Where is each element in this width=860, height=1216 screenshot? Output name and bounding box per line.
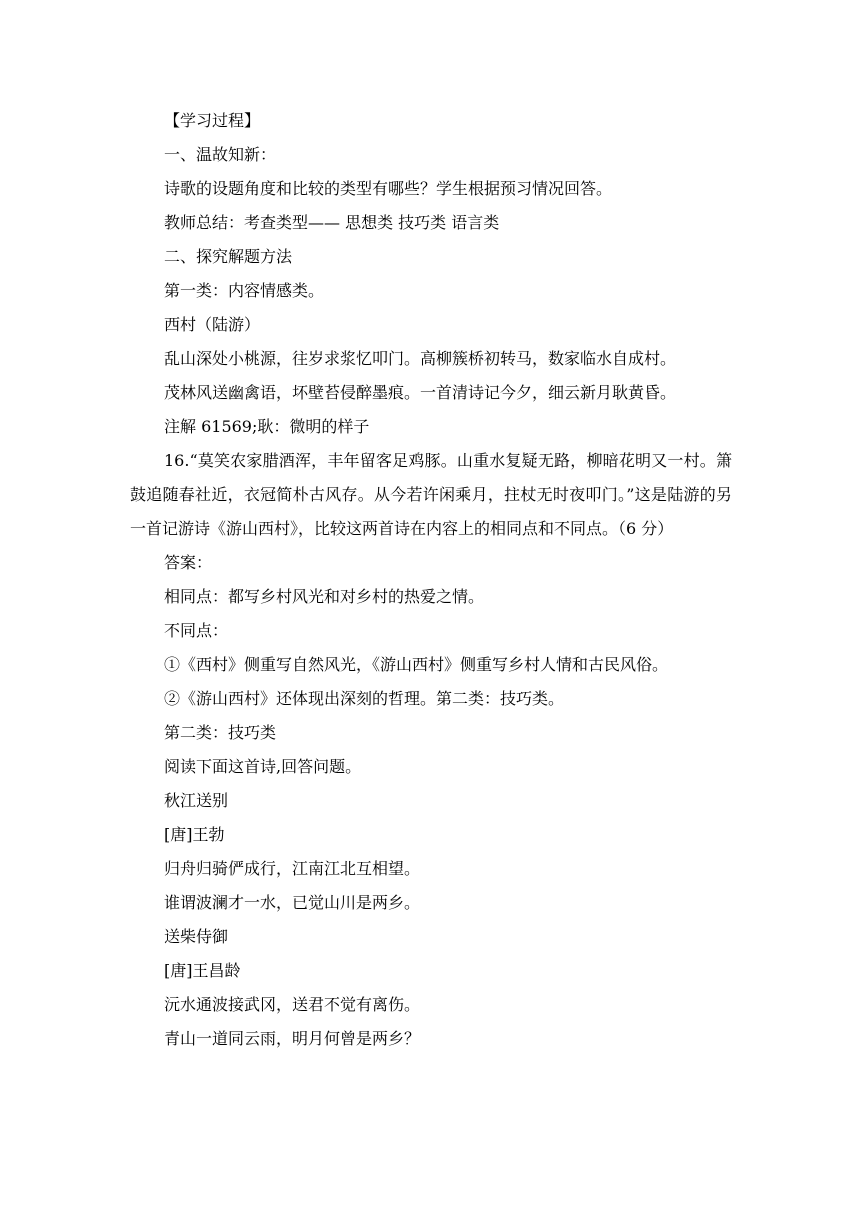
answer-label: 答案： <box>164 553 213 572</box>
annotation: 注解 61569;耿：微明的样子 <box>164 417 370 436</box>
poem-title-xicun: 西村（陆游） <box>164 315 261 334</box>
teacher-summary: 教师总结：考查类型—— 思想类 技巧类 语言类 <box>164 213 500 232</box>
answer-difference-1: ①《西村》侧重写自然风光，《游山西村》侧重写乡村人情和古民风俗。 <box>164 655 669 674</box>
poem-title-chaishiyu: 送柴侍御 <box>164 927 229 946</box>
poem-author: [唐]王昌龄 <box>164 961 241 980</box>
section-heading-review: 一、温故知新： <box>164 145 277 164</box>
category-heading-content: 第一类：内容情感类。 <box>164 281 325 300</box>
question-text: 诗歌的设题角度和比较的类型有哪些？学生根据预习情况回答。 <box>164 179 613 198</box>
question-16: 16.“莫笑农家腊酒浑，丰年留客足鸡豚。山重水复疑无路，柳暗花明又一村。箫鼓追随春社近，衣冠简朴古风存。从今若许闲乘月，拄杖无时夜叩门。”这是陆游的另一首记游诗《游山西村》，比较这两首诗在内容上的相同点和不同点。（6 分） <box>130 451 732 538</box>
poem-line: 归舟归骑俨成行，江南江北互相望。 <box>164 859 421 878</box>
section-heading-methods: 二、探究解题方法 <box>164 247 293 266</box>
poem-author: [唐]王勃 <box>164 825 225 844</box>
poem-line: 茂林风送幽禽语，坏壁苔侵醉墨痕。一首清诗记今夕，细云新月耿黄昏。 <box>164 383 677 402</box>
answer-difference-2: ②《游山西村》还体现出深刻的哲理。第二类：技巧类。 <box>164 689 565 708</box>
poem-title-qiujiang: 秋江送别 <box>164 791 229 810</box>
document-body <box>130 104 732 1056</box>
category-heading-technique: 第二类：技巧类 <box>164 723 277 742</box>
section-heading-learning-process: 【学习过程】 <box>164 111 261 130</box>
poem-line: 乱山深处小桃源，往岁求浆忆叩门。高柳簇桥初转马，数家临水自成村。 <box>164 349 677 368</box>
answer-difference-label: 不同点： <box>164 621 229 640</box>
poem-line: 沅水通波接武冈，送君不觉有离伤。 <box>164 995 421 1014</box>
poem-line: 谁谓波澜才一水，已觉山川是两乡。 <box>164 893 421 912</box>
reading-instruction: 阅读下面这首诗,回答问题。 <box>164 757 362 776</box>
answer-similarity: 相同点：都写乡村风光和对乡村的热爱之情。 <box>164 587 485 606</box>
poem-line: 青山一道同云雨，明月何曾是两乡？ <box>164 1029 421 1048</box>
